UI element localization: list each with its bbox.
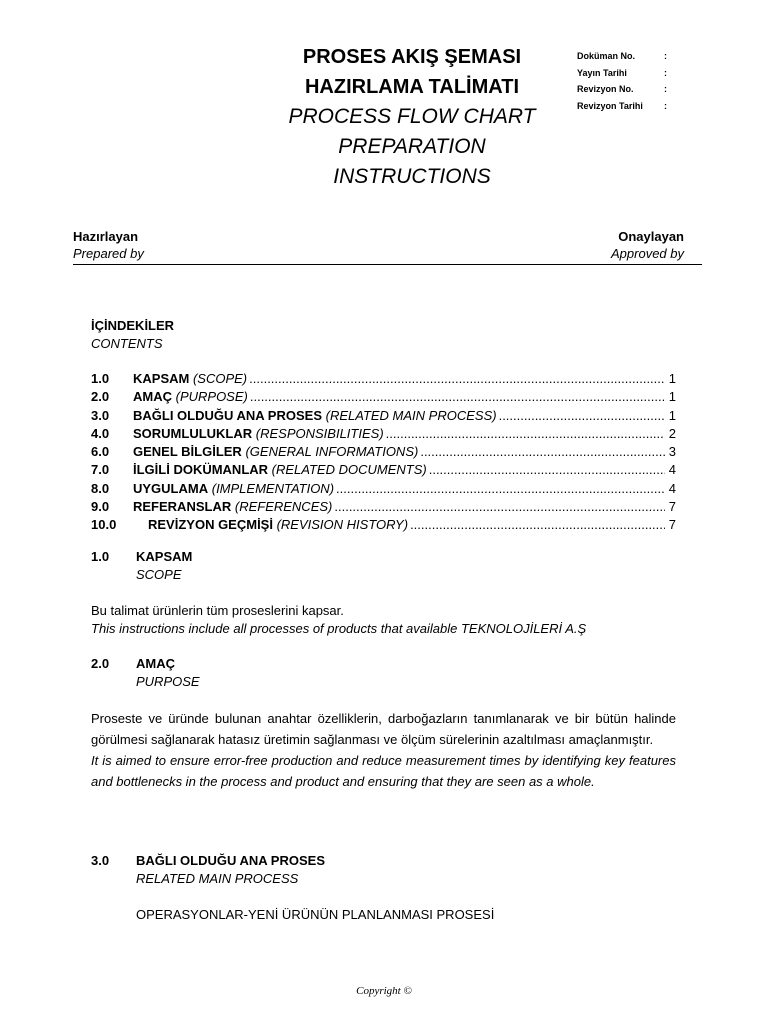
- toc-item[interactable]: [91, 498, 676, 516]
- scope-text-tr: Bu talimat ürünlerin tüm proseslerini kapsar.: [91, 603, 344, 618]
- section-heading: [91, 655, 676, 673]
- title-tr-line1: PROSES AKIŞ ŞEMASI: [302, 46, 522, 68]
- toc-item[interactable]: [91, 480, 676, 498]
- toc-page: 3: [668, 444, 676, 460]
- title-en-line3: INSTRUCTIONS: [333, 165, 491, 188]
- title-en-line1: PROCESS FLOW CHART: [288, 105, 536, 128]
- section-number: 1.0: [91, 549, 110, 564]
- meta-row-doc-no: [577, 51, 667, 68]
- toc-title: KAPSAM (SCOPE): [133, 371, 248, 386]
- copyright-footer: Copyright ©: [356, 985, 412, 997]
- meta-separator: :: [664, 51, 667, 61]
- toc-leader: [334, 498, 665, 516]
- section-title-en: RELATED MAIN PROCESS: [136, 871, 299, 886]
- prepared-by-en: Prepared by: [73, 246, 144, 261]
- toc-page: 7: [668, 499, 676, 515]
- toc-page: 1: [668, 371, 676, 386]
- section-number: 2.0: [91, 656, 110, 671]
- meta-label: Yayın Tarihi: [577, 67, 627, 78]
- toc-title: BAĞLI OLDUĞU ANA PROSES (RELATED MAIN PROCESS): [133, 407, 497, 423]
- toc-number: 2.0: [91, 389, 110, 405]
- title-tr-line2: HAZIRLAMA TALİMATI: [304, 76, 520, 98]
- toc-page: 4: [668, 480, 676, 496]
- section-number: 3.0: [91, 853, 110, 868]
- document-title: [262, 42, 562, 192]
- section-related-process: [91, 852, 676, 924]
- meta-separator: :: [664, 100, 667, 111]
- toc-leader: [420, 443, 665, 461]
- toc-leader: [250, 388, 665, 406]
- toc-page: 7: [668, 517, 676, 533]
- toc-page: 4: [668, 462, 676, 478]
- table-of-contents: [91, 370, 676, 535]
- toc-title: UYGULAMA (IMPLEMENTATION): [133, 480, 335, 496]
- meta-separator: :: [664, 84, 667, 94]
- toc-leader: [249, 370, 665, 388]
- contents-heading: [91, 317, 676, 353]
- toc-item[interactable]: [91, 425, 676, 443]
- toc-page: 1: [668, 407, 676, 423]
- scope-text-en: This instructions include all processes of products that available TEKNOLOJİLERİ A.Ş: [91, 621, 587, 636]
- toc-number: 8.0: [91, 480, 110, 496]
- contents-title-en: CONTENTS: [91, 336, 163, 351]
- meta-separator: :: [664, 67, 667, 78]
- toc-number: 9.0: [91, 499, 110, 515]
- toc-page: 1: [668, 389, 676, 405]
- toc-item[interactable]: [91, 516, 676, 534]
- approved-by-tr: Onaylayan: [618, 229, 684, 244]
- meta-row-revision-date: [577, 101, 667, 118]
- related-process-text: OPERASYONLAR-YENİ ÜRÜNÜN PLANLANMASI PROSESİ: [136, 907, 495, 922]
- toc-number: 6.0: [91, 444, 110, 460]
- section-title-tr: BAĞLI OLDUĞU ANA PROSES: [136, 853, 325, 868]
- toc-page: 2: [668, 425, 676, 441]
- toc-leader: [429, 461, 665, 479]
- document-meta: [577, 51, 667, 117]
- toc-number: 4.0: [91, 425, 110, 441]
- title-en-line2: PREPARATION: [338, 135, 486, 158]
- contents-title-tr: İÇİNDEKİLER: [91, 318, 175, 333]
- toc-item[interactable]: [91, 407, 676, 425]
- purpose-text-en: It is aimed to ensure error-free production and reduce measurement times by identifying key features and bottlenecks in the process and product and ensuring that they are seen as a whole.: [91, 753, 676, 789]
- toc-item[interactable]: [91, 370, 676, 388]
- toc-item[interactable]: [91, 443, 676, 461]
- toc-title: SORUMLULUKLAR (RESPONSIBILITIES): [133, 425, 384, 441]
- toc-item[interactable]: [91, 461, 676, 479]
- toc-title: REVİZYON GEÇMİŞİ (REVISION HISTORY): [148, 517, 409, 533]
- purpose-text-tr: Proseste ve üründe bulunan anahtar özelliklerin, darboğazların tanımlanarak ve bir bütün halinde görülmesi sağlanarak hatasız üretimin sağlanması ve ölçüm sürelerinin azaltılması amaçlanmıştır.: [91, 711, 676, 747]
- meta-label: Revizyon Tarihi: [577, 100, 643, 111]
- toc-leader: [410, 516, 665, 534]
- prepared-by: [73, 228, 144, 262]
- toc-leader: [499, 407, 665, 425]
- toc-title: REFERANSLAR (REFERENCES): [133, 499, 333, 515]
- meta-row-publish-date: [577, 68, 667, 85]
- section-scope: [91, 548, 676, 638]
- toc-item[interactable]: [91, 388, 676, 406]
- section-heading: [91, 548, 676, 566]
- toc-leader: [386, 425, 665, 443]
- toc-title: AMAÇ (PURPOSE): [133, 389, 248, 405]
- toc-title: GENEL BİLGİLER (GENERAL INFORMATIONS): [133, 444, 419, 460]
- toc-leader: [336, 480, 665, 498]
- meta-label: Doküman No.: [577, 51, 636, 61]
- section-title-en: SCOPE: [136, 567, 182, 582]
- section-title-tr: AMAÇ: [136, 656, 175, 671]
- approved-by: [611, 228, 684, 262]
- meta-label: Revizyon No.: [577, 84, 634, 94]
- signers-row: [73, 228, 702, 265]
- section-title-tr: KAPSAM: [136, 549, 193, 564]
- toc-title: İLGİLİ DOKÜMANLAR (RELATED DOCUMENTS): [133, 462, 427, 478]
- prepared-by-tr: Hazırlayan: [73, 229, 139, 244]
- meta-row-revision-no: [577, 84, 667, 101]
- toc-number: 10.0: [91, 517, 117, 533]
- toc-number: 3.0: [91, 407, 110, 423]
- toc-number: 7.0: [91, 462, 110, 478]
- section-purpose: [91, 655, 676, 792]
- toc-number: 1.0: [91, 371, 110, 386]
- approved-by-en: Approved by: [611, 246, 684, 261]
- section-heading: [91, 852, 676, 870]
- section-title-en: PURPOSE: [136, 674, 200, 689]
